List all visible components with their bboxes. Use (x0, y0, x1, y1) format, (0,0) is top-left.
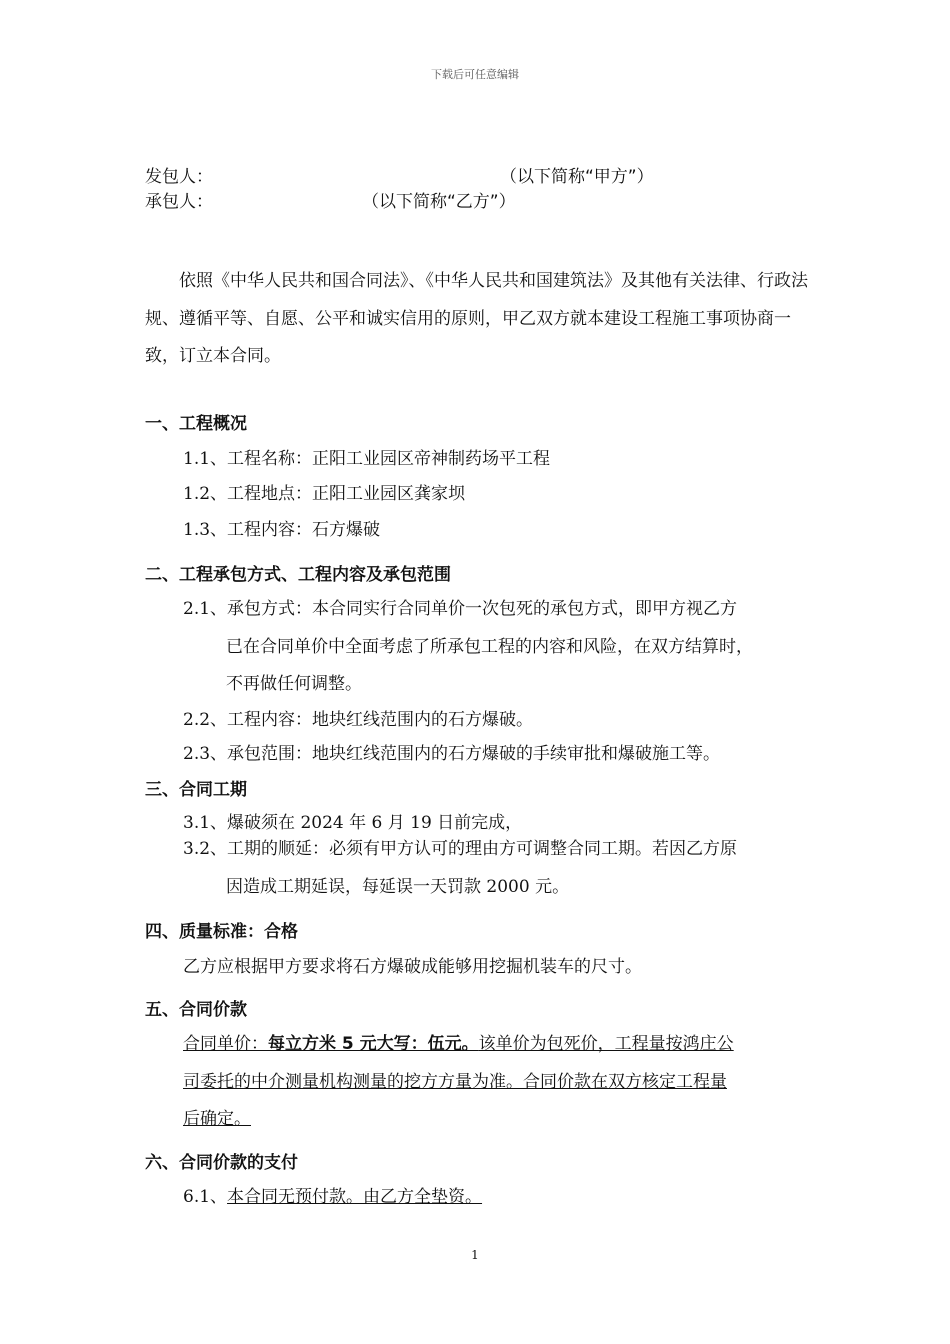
section-4-title: 四、质量标准：合格 (145, 922, 298, 942)
section-2-item-1-line-1: 2.1、承包方式：本合同实行合同单价一次包死的承包方式，即甲方视乙方 (183, 599, 738, 619)
section-2-item-2: 2.2、工程内容：地块红线范围内的石方爆破。 (183, 710, 534, 730)
price-label: 合同单价： (183, 1034, 268, 1054)
section-2-item-1-line-2: 已在合同单价中全面考虑了所承包工程的内容和风险，在双方结算时， (226, 637, 753, 657)
section-6-item-1-text: 本合同无预付款。由乙方全垫资。 (227, 1187, 483, 1207)
section-6-item-1 (183, 1182, 482, 1207)
contractor-label: 承包人： (145, 192, 213, 212)
section-5-line-3: 后确定。 (183, 1109, 251, 1129)
page-number: 1 (471, 1248, 479, 1262)
section-6-item-1-prefix: 6.1、 (183, 1187, 228, 1207)
price-description: 该单价为包死价，工程量按鸿庄公 (478, 1034, 734, 1054)
employer-note: （以下简称“甲方”） (500, 167, 654, 187)
section-5-title: 五、合同价款 (145, 1000, 247, 1020)
section-1-item-1: 1.1、工程名称：正阳工业园区帝神制药场平工程 (183, 449, 551, 469)
section-1-title: 一、工程概况 (145, 414, 247, 434)
section-1-item-2: 1.2、工程地点：正阳工业园区龚家坝 (183, 484, 466, 504)
section-2-item-3: 2.3、承包范围：地块红线范围内的石方爆破的手续审批和爆破施工等。 (183, 744, 721, 764)
section-4-text: 乙方应根据甲方要求将石方爆破成能够用挖掘机装车的尺寸。 (183, 957, 642, 977)
contractor-note: （以下简称“乙方”） (362, 192, 516, 212)
price-value: 每立方米 5 元大写：伍元。 (268, 1034, 479, 1054)
section-2-item-1-line-3: 不再做任何调整。 (226, 674, 362, 694)
employer-label: 发包人： (145, 167, 213, 187)
section-3-item-1: 3.1、爆破须在 2024 年 6 月 19 日前完成， (183, 813, 523, 833)
section-1-item-3: 1.3、工程内容：石方爆破 (183, 520, 381, 540)
section-3-item-2-line-2: 因造成工期延误，每延误一天罚款 2000 元。 (226, 877, 570, 897)
section-3-item-2-line-1: 3.2、工期的顺延：必须有甲方认可的理由方可调整合同工期。若因乙方原 (183, 839, 738, 859)
section-5-line-1 (183, 1029, 734, 1054)
section-5-line-2: 司委托的中介测量机构测量的挖方方量为准。合同价款在双方核定工程量 (183, 1072, 727, 1092)
header-watermark: 下载后可任意编辑 (431, 68, 519, 81)
section-3-title: 三、合同工期 (145, 780, 247, 800)
section-2-title: 二、工程承包方式、工程内容及承包范围 (145, 565, 451, 585)
intro-paragraph: 依照《中华人民共和国合同法》、《中华人民共和国建筑法》及其他有关法律、行政法规、遵循平等、自愿、公平和诚实信用的原则，甲乙双方就本建设工程施工事项协商一致，订立本合同。 (145, 271, 808, 366)
section-6-title: 六、合同价款的支付 (145, 1153, 298, 1173)
